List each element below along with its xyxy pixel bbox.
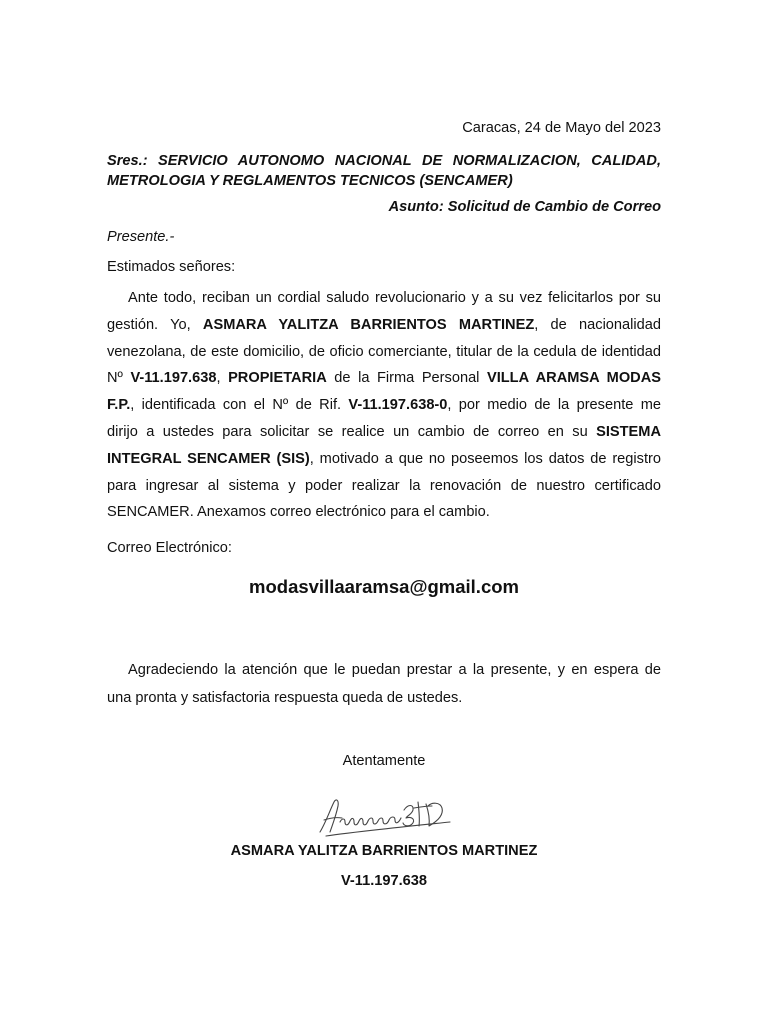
sign-off: Atentamente: [342, 753, 426, 769]
recipient-block: [107, 151, 661, 191]
body-line-7: [107, 446, 661, 473]
body-line-1: Ante todo, reciban un cordial saludo revolucionario y a su vez felicitarlos por su: [128, 290, 661, 306]
email-label: Correo Electrónico:: [107, 540, 232, 556]
presente-text: Presente.-: [107, 229, 175, 245]
email-address: modasvillaaramsa@gmail.com: [249, 576, 519, 597]
rif-number: V-11.197.638-0: [348, 397, 448, 414]
recipient-line-2: METROLOGIA Y REGLAMENTOS TECNICOS (SENCAMER): [107, 173, 513, 189]
letter-subject: Asunto: Solicitud de Cambio de Correo: [388, 199, 661, 215]
body-text: Nº: [107, 370, 131, 387]
owner-id: V-11.197.638: [130, 370, 217, 387]
body-line-3: venezolana, de este domicilio, de oficio comerciante, titular de la cedula de identidad: [107, 343, 661, 360]
recipient-line-1: Sres.: SERVICIO AUTONOMO NACIONAL DE NORMALIZACION, CALIDAD,: [107, 153, 661, 169]
body-paragraph: [107, 285, 661, 526]
owner-name: ASMARA YALITZA BARRIENTOS MARTINEZ: [202, 316, 535, 333]
system-name: INTEGRAL SENCAMER (SIS): [107, 450, 310, 467]
business-name: VILLA ARAMSA MODAS: [486, 370, 661, 387]
body-line-5: [107, 392, 661, 419]
salutation: Estimados señores:: [107, 259, 236, 275]
body-text: , motivado a que no poseemos los datos de registro: [309, 450, 661, 467]
body-text: de la Firma Personal: [326, 370, 487, 387]
body-line-2: [107, 312, 661, 339]
closing-paragraph: [107, 656, 661, 712]
body-line-4: [107, 365, 661, 392]
closing-line-1: Agradeciendo la atención que le puedan prestar a la presente, y en espera de: [128, 662, 661, 678]
handwritten-signature-icon: [312, 792, 462, 840]
signer-id: V-11.197.638: [340, 873, 428, 889]
body-line-6: [107, 419, 661, 446]
owner-role: PROPIETARIA: [228, 370, 327, 387]
body-text: ,: [216, 370, 229, 387]
body-line-9: SENCAMER. Anexamos correo electrónico para el cambio.: [107, 504, 490, 521]
body-text: , identificada con el Nº de Rif.: [130, 397, 349, 414]
system-name: SISTEMA: [596, 423, 661, 440]
body-text: dirijo a ustedes para solicitar se realice un cambio de correo en su: [107, 423, 597, 440]
body-line-8: para ingresar al sistema y poder realizar la renovación de nuestro certificado: [107, 477, 661, 494]
body-text: , por medio de la presente me: [447, 397, 661, 414]
signer-name: ASMARA YALITZA BARRIENTOS MARTINEZ: [230, 843, 538, 859]
closing-line-2: una pronta y satisfactoria respuesta queda de ustedes.: [107, 690, 463, 706]
body-text: gestión. Yo,: [107, 316, 203, 333]
business-suffix: F.P.: [107, 397, 131, 414]
body-text: , de nacionalidad: [534, 316, 661, 333]
letter-date: Caracas, 24 de Mayo del 2023: [462, 120, 661, 136]
